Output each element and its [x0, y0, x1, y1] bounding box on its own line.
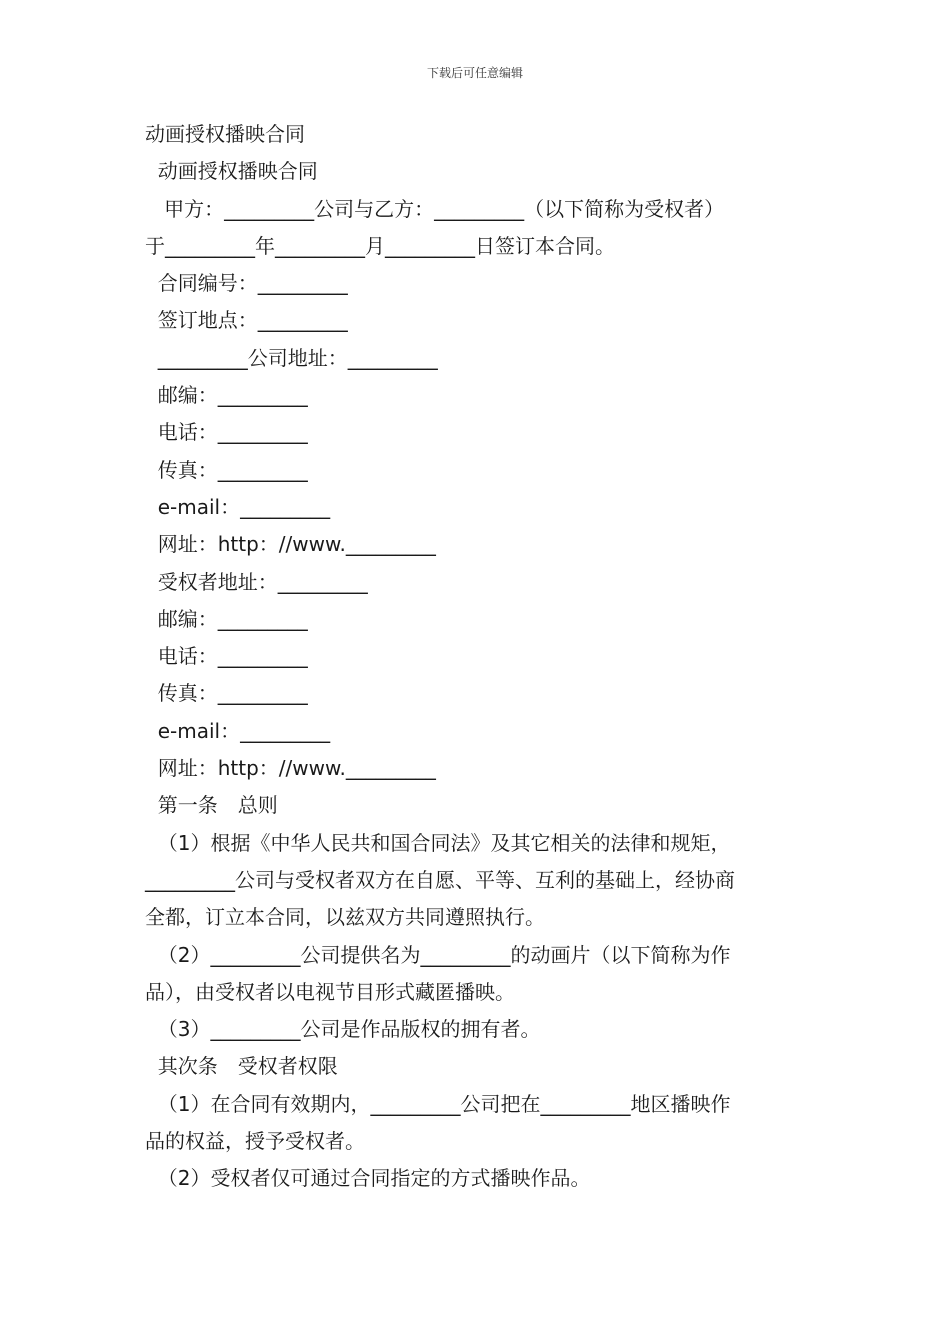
company-website-line: 网址：http：//www._________ — [145, 532, 436, 557]
doc-subtitle: 动画授权播映合同 — [145, 159, 318, 184]
licensee-email-line: e-mail：_________ — [145, 718, 331, 743]
article-1-clause-1-line-1: （1）根据《中华人民共和国合同法》及其它相关的法律和规矩， — [145, 830, 731, 855]
article-2-heading: 其次条 受权者权限 — [145, 1054, 338, 1079]
licensee-address-line: 受权者地址：_________ — [145, 569, 368, 594]
page-header: 下载后可任意编辑 — [426, 66, 523, 80]
licensee-fax-line: 传真：_________ — [145, 681, 308, 706]
company-address-line: _________公司地址：_________ — [145, 345, 438, 370]
contract-body — [145, 116, 807, 1198]
article-1-clause-1-line-3: 全都，订立本合同，以兹双方共同遵照执行。 — [145, 905, 545, 930]
article-1-heading: 第一条 总则 — [145, 793, 278, 818]
licensee-website-line: 网址：http：//www._________ — [145, 756, 436, 781]
article-1-clause-2-line-2: 品），由受权者以电视节目形式藏匿播映。 — [145, 979, 515, 1004]
article-2-clause-1-line-2: 品的权益，授予受权者。 — [145, 1129, 365, 1154]
company-postcode-line: 邮编：_________ — [145, 383, 308, 408]
licensee-postcode-line: 邮编：_________ — [145, 606, 308, 631]
company-phone-line: 电话：_________ — [145, 420, 308, 445]
article-2-clause-1-line-1: （1）在合同有效期内，_________公司把在_________地区播映作 — [145, 1091, 731, 1116]
article-1-clause-1-line-2: _________公司与受权者双方在自愿、平等、互利的基础上，经协商 — [145, 867, 735, 892]
company-email-line: e-mail：_________ — [145, 494, 331, 519]
party-line: 甲方：_________公司与乙方：_________（以下简称为受权者） — [145, 196, 725, 221]
company-fax-line: 传真：_________ — [145, 457, 308, 482]
doc-title: 动画授权播映合同 — [145, 122, 305, 146]
contract-number-line: 合同编号：_________ — [145, 271, 348, 296]
article-1-clause-2-line-1: （2）_________公司提供名为_________的动画片（以下简称为作 — [145, 942, 731, 967]
article-2-clause-2: （2）受权者仅可通过合同指定的方式播映作品。 — [145, 1166, 591, 1191]
sign-date-line: 于_________年_________月_________日签订本合同。 — [145, 233, 615, 258]
sign-place-line: 签订地点：_________ — [145, 308, 348, 333]
article-1-clause-3: （3）_________公司是作品版权的拥有者。 — [145, 1017, 541, 1042]
licensee-phone-line: 电话：_________ — [145, 644, 308, 669]
